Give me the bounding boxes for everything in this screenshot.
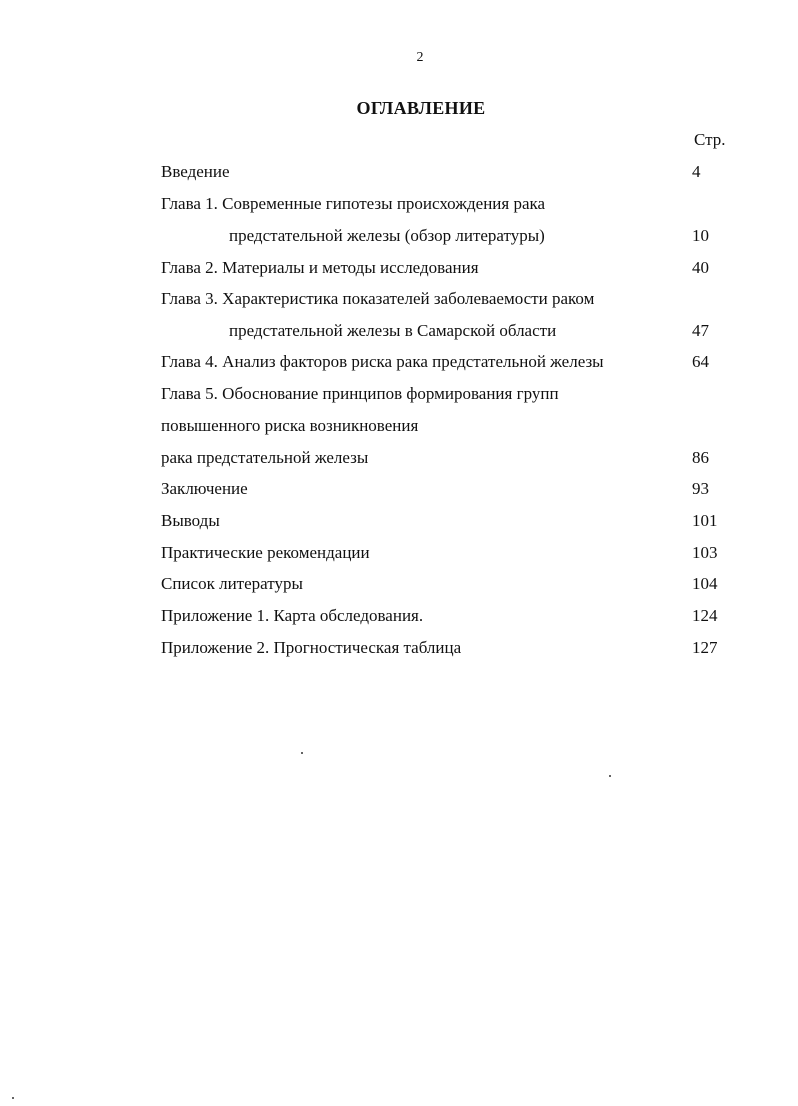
toc-entry-label: рака предстательной железы [161, 448, 369, 467]
toc-entry-chapter-5-continued [0, 412, 798, 440]
toc-entry-label: Заключение [161, 479, 248, 498]
toc-entry-page: 103 [692, 543, 718, 562]
toc-entry-label: Введение [161, 162, 230, 181]
scan-speck [12, 1097, 14, 1099]
page-title: ОГЛАВЛЕНИЕ [356, 98, 486, 118]
toc-entry-chapter-3-continued [0, 317, 798, 345]
toc-entry-appendix-2 [0, 634, 798, 662]
toc-entry-page: 64 [692, 352, 709, 371]
toc-entry-introduction [0, 158, 798, 186]
toc-entry-chapter-3 [0, 285, 798, 313]
toc-entry-page: 127 [692, 638, 718, 657]
toc-entry-page: 10 [692, 226, 709, 245]
toc-entry-chapter-1 [0, 190, 798, 218]
toc-entry-page: 104 [692, 574, 718, 593]
toc-entry-chapter-5 [0, 380, 798, 408]
toc-entry-page: 86 [692, 448, 709, 467]
toc-entry-label: Глава 2. Материалы и методы исследования [161, 258, 479, 277]
toc-entry-label: Список литературы [161, 574, 303, 593]
toc-entry-label: Глава 5. Обоснование принципов формирования групп [161, 384, 559, 403]
toc-entry-label: Глава 3. Характеристика показателей заболеваемости раком [161, 289, 595, 308]
page-number: 2 [416, 50, 424, 65]
toc-entry-chapter-5-end [0, 444, 798, 472]
toc-entry-label: предстательной железы в Самарской области [229, 321, 557, 340]
toc-entry-conclusion [0, 475, 798, 503]
toc-entry-appendix-1 [0, 602, 798, 630]
toc-entry-label: предстательной железы (обзор литературы) [229, 226, 545, 245]
toc-entry-page: 40 [692, 258, 709, 277]
toc-entry-findings [0, 507, 798, 535]
toc-entry-label: повышенного риска возникновения [161, 416, 419, 435]
toc-entry-chapter-4 [0, 348, 798, 376]
toc-entry-references [0, 570, 798, 598]
toc-entry-page: 47 [692, 321, 709, 340]
scan-speck [301, 752, 303, 754]
toc-entry-label: Приложение 1. Карта обследования. [161, 606, 424, 625]
page-column-header: Стр. [694, 130, 726, 149]
toc-entry-label: Приложение 2. Прогностическая таблица [161, 638, 462, 657]
toc-entry-label: Выводы [161, 511, 220, 530]
toc-entry-label: Глава 4. Анализ факторов риска рака предстательной железы [161, 352, 604, 371]
toc-entry-page: 101 [692, 511, 718, 530]
scan-speck [609, 775, 611, 777]
toc-entry-chapter-1-continued [0, 222, 798, 250]
toc-entry-chapter-2 [0, 254, 798, 282]
toc-entry-page: 93 [692, 479, 709, 498]
toc-entry-recommendations [0, 539, 798, 567]
toc-entry-label: Практические рекомендации [161, 543, 370, 562]
toc-entry-label: Глава 1. Современные гипотезы происхождения рака [161, 194, 546, 213]
toc-entry-page: 4 [692, 162, 701, 181]
toc-entry-page: 124 [692, 606, 718, 625]
